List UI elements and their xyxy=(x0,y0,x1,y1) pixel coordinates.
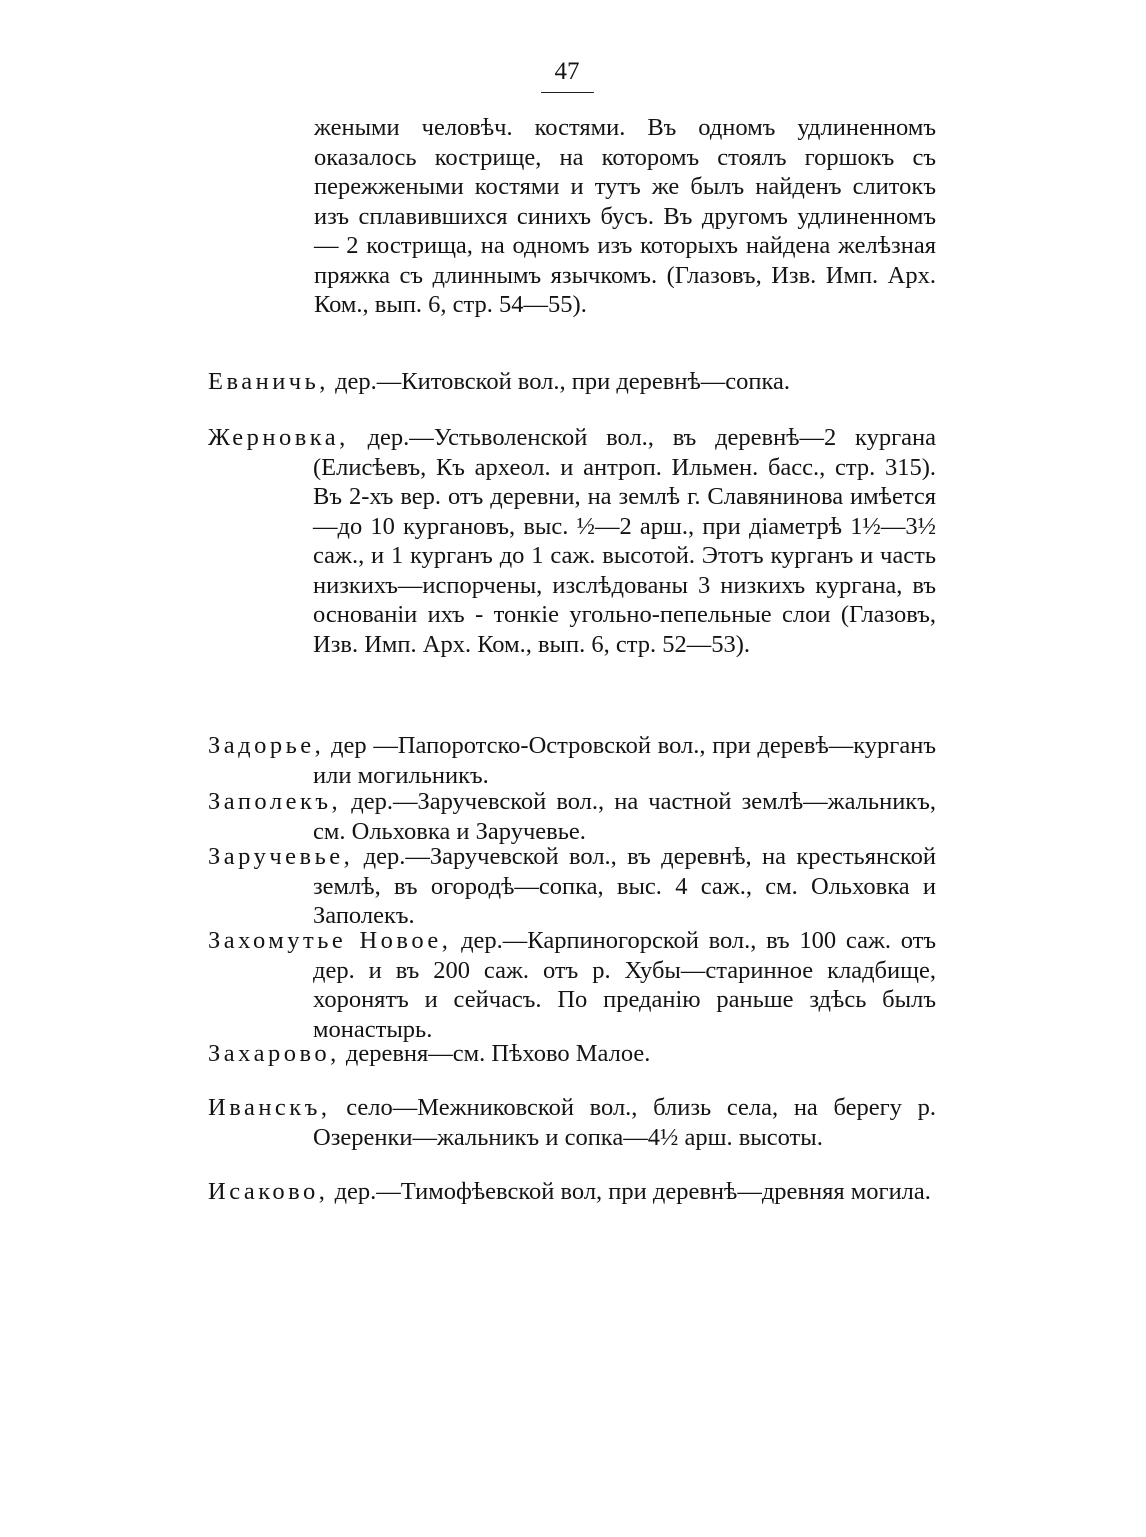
entry-heading: Иванскъ, xyxy=(208,1094,331,1121)
page-number: 47 xyxy=(554,58,580,85)
entry-isakovo xyxy=(208,1177,936,1207)
entry-text: село—Межниковской вол., близь села, на берегу р. Озеренки—жальникъ и сопка—4½ арш. высоты. xyxy=(313,1094,936,1151)
entry-zhernovka xyxy=(208,423,936,659)
entry-text: деревня—см. Пѣхово Малое. xyxy=(345,1040,651,1067)
page-number-rule xyxy=(541,92,594,93)
entry-text: дер.—Заручевской вол., въ деревнѣ, на крестьянской землѣ, въ огородѣ—сопка, выс. 4 саж., см. Ольховка и Заполекъ. xyxy=(313,843,936,929)
entry-heading: Захарово, xyxy=(208,1040,340,1067)
entry-zakhomutye-novoe xyxy=(208,926,936,1044)
entry-heading: Захомутье Новое, xyxy=(208,927,452,954)
entry-heading: Еваничь, xyxy=(208,368,329,395)
entry-text: дер —Папоротско-Островской вол., при деревѣ—курганъ или могильникъ. xyxy=(313,732,937,789)
entry-heading: Жерновка, xyxy=(208,424,349,451)
entry-text: дер.—Устьволенской вол., въ деревнѣ—2 кургана (Елисѣевъ, Къ археол. и антроп. Ильмен. басс., стр. 315). Въ 2-хъ вер. отъ деревни, на землѣ г. Славянинова имѣется—до 10 кургановъ, выс. ½—2 арш., при діаметрѣ 1½—3½ саж., и 1 курганъ до 1 саж. высотой. Этотъ курганъ и часть низкихъ—испорчены, изслѣдованы 3 низкихъ кургана, въ основаніи ихъ - тонкіе угольно-пепельные слои (Глазовъ, Изв. Имп. Арх. Ком., вып. 6, стр. 52—53). xyxy=(313,424,936,658)
entry-zakharovo xyxy=(208,1039,936,1069)
entry-text: дер.—Карпиногорской вол., въ 100 саж. отъ дер. и въ 200 саж. отъ р. Хубы—старинное кладбище, хоронятъ и сейчасъ. По преданію раньше здѣсь былъ монастырь. xyxy=(313,927,937,1043)
entry-heading: Задорье, xyxy=(208,732,325,759)
entry-evanich xyxy=(208,367,936,397)
entry-heading: Исаково, xyxy=(208,1178,329,1205)
entry-text: дер.—Китовской вол., при деревнѣ—сопка. xyxy=(335,368,791,395)
entry-ivansk xyxy=(208,1093,936,1152)
entry-heading: Заполекъ, xyxy=(208,788,342,815)
entry-heading: Заручевье, xyxy=(208,843,354,870)
continued-paragraph: жеными человѣч. костями. Въ одномъ удлиненномъ оказалось кострище, на которомъ стоялъ горшокъ съ пережжеными костями и тутъ же былъ найденъ слитокъ изъ сплавившихся синихъ бусъ. Въ другомъ удлиненномъ — 2 кострища, на одномъ изъ которыхъ найдена желѣзная пряжка съ длиннымъ язычкомъ. (Глазовъ, Изв. Имп. Арх. Ком., вып. 6, стр. 54—55). xyxy=(314,114,936,318)
entry-zadorye xyxy=(208,731,936,790)
entry-text: дер.—Заручевской вол., на частной землѣ—жальникъ, см. Ольховка и Заручевье. xyxy=(313,788,936,845)
entry-zapolek xyxy=(208,787,936,846)
entry-zaruchevye xyxy=(208,842,936,931)
entry-text: дер.—Тимофѣевской вол, при деревнѣ—древняя могила. xyxy=(334,1178,931,1205)
